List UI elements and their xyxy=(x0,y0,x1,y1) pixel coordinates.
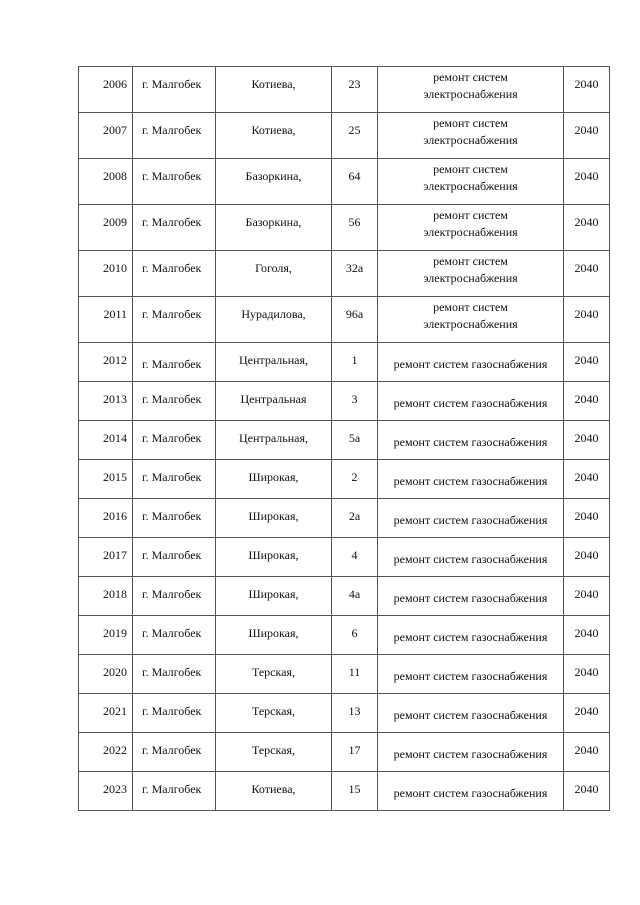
house-number-cell-text: 56 xyxy=(348,215,361,229)
street-cell-text: Гоголя, xyxy=(255,261,292,275)
table-row xyxy=(79,772,610,811)
table-row xyxy=(79,460,610,499)
row-number xyxy=(79,205,133,251)
house-number-cell-text: 64 xyxy=(348,169,361,183)
row-number xyxy=(79,251,133,297)
year-cell-text: 2040 xyxy=(574,353,599,367)
street-cell-text: Базоркина, xyxy=(245,215,302,229)
work-type-cell xyxy=(378,577,564,616)
year-cell xyxy=(564,538,610,577)
street-cell xyxy=(216,733,332,772)
house-number-cell xyxy=(332,616,378,655)
work-type-line: ремонт систем xyxy=(433,162,508,176)
year-cell xyxy=(564,159,610,205)
street-cell-text: Широкая, xyxy=(248,548,299,562)
house-number-cell xyxy=(332,421,378,460)
work-type-line: ремонт систем xyxy=(433,116,508,130)
row-number-text: 2019 xyxy=(103,626,127,640)
house-number-cell xyxy=(332,67,378,113)
work-type-cell xyxy=(378,733,564,772)
year-cell xyxy=(564,67,610,113)
row-number xyxy=(79,113,133,159)
row-number-text: 2006 xyxy=(103,77,127,91)
row-number-text: 2016 xyxy=(103,509,127,523)
street-cell xyxy=(216,113,332,159)
street-cell-text: Котиева, xyxy=(251,782,296,796)
street-cell xyxy=(216,421,332,460)
city-cell xyxy=(133,499,216,538)
street-cell-text: Центральная xyxy=(240,392,307,406)
work-type-cell xyxy=(378,159,564,205)
house-number-cell xyxy=(332,382,378,421)
city-cell-text: г. Малгобек xyxy=(142,665,202,679)
row-number-text: 2023 xyxy=(103,782,127,796)
row-number xyxy=(79,297,133,343)
city-cell-text: г. Малгобек xyxy=(142,261,202,275)
work-type-text xyxy=(378,113,563,149)
row-number xyxy=(79,694,133,733)
year-cell-text: 2040 xyxy=(574,704,599,718)
row-number xyxy=(79,772,133,811)
work-type-text xyxy=(378,297,563,333)
street-cell-text: Базоркина, xyxy=(245,169,302,183)
street-cell-text: Широкая, xyxy=(248,470,299,484)
table-row xyxy=(79,616,610,655)
work-type-text xyxy=(378,159,563,195)
city-cell xyxy=(133,772,216,811)
table-row xyxy=(79,382,610,421)
row-number-text: 2020 xyxy=(103,665,127,679)
city-cell xyxy=(133,205,216,251)
work-type-line: ремонт систем газоснабжения xyxy=(393,435,548,449)
year-cell-text: 2040 xyxy=(574,169,599,183)
city-cell xyxy=(133,616,216,655)
work-type-text xyxy=(378,694,563,724)
city-cell-text: г. Малгобек xyxy=(142,548,202,562)
work-type-cell xyxy=(378,772,564,811)
house-number-cell-text: 6 xyxy=(351,626,358,640)
table-row xyxy=(79,297,610,343)
city-cell xyxy=(133,382,216,421)
work-type-line: ремонт систем xyxy=(433,254,508,268)
year-cell xyxy=(564,251,610,297)
work-type-cell xyxy=(378,343,564,382)
house-number-cell xyxy=(332,655,378,694)
street-cell xyxy=(216,297,332,343)
work-type-cell xyxy=(378,655,564,694)
work-type-line: ремонт систем газоснабжения xyxy=(393,513,548,527)
city-cell-text: г. Малгобек xyxy=(142,743,202,757)
city-cell-text: г. Малгобек xyxy=(142,77,202,91)
house-number-cell-text: 96а xyxy=(345,307,364,321)
house-number-cell-text: 11 xyxy=(348,665,361,679)
work-type-cell xyxy=(378,460,564,499)
city-cell-text: г. Малгобек xyxy=(142,431,202,445)
house-number-cell-text: 15 xyxy=(348,782,361,796)
row-number-text: 2015 xyxy=(103,470,127,484)
work-type-text xyxy=(378,382,563,412)
house-number-cell-text: 23 xyxy=(348,77,361,91)
house-number-cell xyxy=(332,538,378,577)
year-cell-text: 2040 xyxy=(574,626,599,640)
table-row xyxy=(79,694,610,733)
street-cell xyxy=(216,205,332,251)
work-type-text xyxy=(378,733,563,763)
street-cell-text: Широкая, xyxy=(248,587,299,601)
house-number-cell-text: 17 xyxy=(348,743,361,757)
house-number-cell xyxy=(332,297,378,343)
street-cell xyxy=(216,538,332,577)
house-number-cell-text: 25 xyxy=(348,123,361,137)
year-cell-text: 2040 xyxy=(574,215,599,229)
work-type-text xyxy=(378,655,563,685)
year-cell-text: 2040 xyxy=(574,548,599,562)
street-cell-text: Нурадилова, xyxy=(241,307,306,321)
row-number-text: 2007 xyxy=(103,123,127,137)
work-type-line: электроснабжения xyxy=(423,271,518,285)
work-type-line: электроснабжения xyxy=(423,225,518,239)
table-row xyxy=(79,733,610,772)
city-cell-text: г. Малгобек xyxy=(142,782,202,796)
house-number-cell-text: 32а xyxy=(345,261,364,275)
work-type-text xyxy=(378,499,563,529)
year-cell xyxy=(564,733,610,772)
house-number-cell xyxy=(332,577,378,616)
work-type-line: ремонт систем xyxy=(433,300,508,314)
work-type-line: ремонт систем газоснабжения xyxy=(393,630,548,644)
year-cell-text: 2040 xyxy=(574,261,599,275)
work-type-text xyxy=(378,460,563,490)
year-cell-text: 2040 xyxy=(574,392,599,406)
house-number-cell-text: 4а xyxy=(348,587,361,601)
work-type-text xyxy=(378,67,563,103)
work-type-cell xyxy=(378,205,564,251)
row-number xyxy=(79,343,133,382)
work-type-line: ремонт систем газоснабжения xyxy=(393,669,548,683)
work-type-cell xyxy=(378,382,564,421)
house-number-cell-text: 4 xyxy=(351,548,358,562)
table-row xyxy=(79,655,610,694)
row-number xyxy=(79,733,133,772)
year-cell xyxy=(564,113,610,159)
street-cell xyxy=(216,577,332,616)
row-number xyxy=(79,67,133,113)
house-number-cell xyxy=(332,113,378,159)
year-cell xyxy=(564,297,610,343)
work-type-line: ремонт систем газоснабжения xyxy=(393,786,548,800)
repair-schedule-table xyxy=(78,66,610,811)
work-type-line: ремонт систем газоснабжения xyxy=(393,708,548,722)
work-type-line: электроснабжения xyxy=(423,179,518,193)
row-number-text: 2013 xyxy=(103,392,127,406)
table-row xyxy=(79,577,610,616)
city-cell xyxy=(133,577,216,616)
work-type-text xyxy=(378,205,563,241)
work-type-cell xyxy=(378,251,564,297)
row-number-text: 2017 xyxy=(103,548,127,562)
city-cell-text: г. Малгобек xyxy=(142,357,202,371)
street-cell xyxy=(216,343,332,382)
work-type-text xyxy=(378,616,563,646)
house-number-cell-text: 2 xyxy=(351,470,358,484)
city-cell-text: г. Малгобек xyxy=(142,509,202,523)
table-row xyxy=(79,159,610,205)
work-type-cell xyxy=(378,694,564,733)
year-cell xyxy=(564,205,610,251)
city-cell-text: г. Малгобек xyxy=(142,215,202,229)
year-cell-text: 2040 xyxy=(574,77,599,91)
street-cell-text: Центральная, xyxy=(239,431,308,445)
row-number-text: 2011 xyxy=(103,307,127,321)
row-number xyxy=(79,499,133,538)
street-cell-text: Терская, xyxy=(251,704,296,718)
work-type-line: электроснабжения xyxy=(423,317,518,331)
year-cell xyxy=(564,694,610,733)
year-cell-text: 2040 xyxy=(574,470,599,484)
house-number-cell xyxy=(332,694,378,733)
city-cell xyxy=(133,421,216,460)
work-type-cell xyxy=(378,67,564,113)
row-number xyxy=(79,460,133,499)
work-type-text xyxy=(378,251,563,287)
row-number-text: 2009 xyxy=(103,215,127,229)
work-type-text xyxy=(378,421,563,451)
year-cell xyxy=(564,577,610,616)
street-cell xyxy=(216,460,332,499)
table-row xyxy=(79,538,610,577)
city-cell-text: г. Малгобек xyxy=(142,392,202,406)
year-cell-text: 2040 xyxy=(574,587,599,601)
work-type-line: ремонт систем xyxy=(433,70,508,84)
table-body xyxy=(79,67,610,811)
year-cell xyxy=(564,616,610,655)
year-cell-text: 2040 xyxy=(574,782,599,796)
row-number-text: 2021 xyxy=(103,704,127,718)
city-cell-text: г. Малгобек xyxy=(142,470,202,484)
house-number-cell xyxy=(332,499,378,538)
street-cell xyxy=(216,159,332,205)
row-number-text: 2022 xyxy=(103,743,127,757)
street-cell xyxy=(216,616,332,655)
year-cell xyxy=(564,655,610,694)
table-row xyxy=(79,343,610,382)
work-type-cell xyxy=(378,538,564,577)
row-number xyxy=(79,577,133,616)
row-number-text: 2008 xyxy=(103,169,127,183)
city-cell xyxy=(133,251,216,297)
street-cell xyxy=(216,251,332,297)
work-type-cell xyxy=(378,616,564,655)
row-number xyxy=(79,538,133,577)
house-number-cell xyxy=(332,205,378,251)
work-type-line: ремонт систем xyxy=(433,208,508,222)
row-number xyxy=(79,382,133,421)
city-cell-text: г. Малгобек xyxy=(142,587,202,601)
work-type-cell xyxy=(378,421,564,460)
house-number-cell xyxy=(332,460,378,499)
work-type-text xyxy=(378,343,563,373)
year-cell-text: 2040 xyxy=(574,431,599,445)
city-cell-text: г. Малгобек xyxy=(142,169,202,183)
street-cell-text: Широкая, xyxy=(248,509,299,523)
city-cell xyxy=(133,655,216,694)
year-cell xyxy=(564,343,610,382)
year-cell-text: 2040 xyxy=(574,665,599,679)
city-cell xyxy=(133,343,216,382)
work-type-cell xyxy=(378,499,564,538)
work-type-cell xyxy=(378,113,564,159)
year-cell xyxy=(564,460,610,499)
street-cell xyxy=(216,694,332,733)
year-cell-text: 2040 xyxy=(574,123,599,137)
table-row xyxy=(79,499,610,538)
year-cell xyxy=(564,382,610,421)
street-cell-text: Терская, xyxy=(251,743,296,757)
city-cell-text: г. Малгобек xyxy=(142,123,202,137)
street-cell xyxy=(216,382,332,421)
year-cell-text: 2040 xyxy=(574,307,599,321)
house-number-cell xyxy=(332,772,378,811)
house-number-cell-text: 2а xyxy=(348,509,361,523)
year-cell-text: 2040 xyxy=(574,743,599,757)
street-cell-text: Терская, xyxy=(251,665,296,679)
work-type-text xyxy=(378,538,563,568)
street-cell-text: Котиева, xyxy=(251,123,296,137)
row-number-text: 2010 xyxy=(103,261,127,275)
work-type-cell xyxy=(378,297,564,343)
work-type-line: ремонт систем газоснабжения xyxy=(393,474,548,488)
row-number xyxy=(79,655,133,694)
city-cell xyxy=(133,733,216,772)
work-type-line: ремонт систем газоснабжения xyxy=(393,591,548,605)
table-row xyxy=(79,421,610,460)
city-cell xyxy=(133,113,216,159)
house-number-cell-text: 13 xyxy=(348,704,361,718)
city-cell xyxy=(133,297,216,343)
street-cell-text: Центральная, xyxy=(239,353,308,367)
work-type-line: ремонт систем газоснабжения xyxy=(393,357,548,371)
house-number-cell-text: 3 xyxy=(351,392,358,406)
house-number-cell xyxy=(332,159,378,205)
street-cell xyxy=(216,499,332,538)
house-number-cell-text: 1 xyxy=(351,353,358,367)
table-row xyxy=(79,251,610,297)
row-number xyxy=(79,421,133,460)
work-type-line: электроснабжения xyxy=(423,133,518,147)
year-cell xyxy=(564,499,610,538)
city-cell-text: г. Малгобек xyxy=(142,626,202,640)
row-number-text: 2018 xyxy=(103,587,127,601)
work-type-line: ремонт систем газоснабжения xyxy=(393,552,548,566)
row-number-text: 2014 xyxy=(103,431,127,445)
house-number-cell xyxy=(332,733,378,772)
row-number-text: 2012 xyxy=(103,353,127,367)
table-row xyxy=(79,67,610,113)
house-number-cell-text: 5а xyxy=(348,431,361,445)
city-cell-text: г. Малгобек xyxy=(142,307,202,321)
work-type-line: электроснабжения xyxy=(423,87,518,101)
work-type-text xyxy=(378,772,563,802)
year-cell xyxy=(564,421,610,460)
street-cell-text: Котиева, xyxy=(251,77,296,91)
work-type-line: ремонт систем газоснабжения xyxy=(393,396,548,410)
city-cell xyxy=(133,460,216,499)
street-cell xyxy=(216,655,332,694)
city-cell xyxy=(133,538,216,577)
house-number-cell xyxy=(332,251,378,297)
city-cell xyxy=(133,159,216,205)
year-cell xyxy=(564,772,610,811)
year-cell-text: 2040 xyxy=(574,509,599,523)
street-cell xyxy=(216,772,332,811)
row-number xyxy=(79,616,133,655)
table-row xyxy=(79,205,610,251)
table-row xyxy=(79,113,610,159)
work-type-text xyxy=(378,577,563,607)
city-cell-text: г. Малгобек xyxy=(142,704,202,718)
street-cell xyxy=(216,67,332,113)
city-cell xyxy=(133,67,216,113)
street-cell-text: Широкая, xyxy=(248,626,299,640)
city-cell xyxy=(133,694,216,733)
work-type-line: ремонт систем газоснабжения xyxy=(393,747,548,761)
row-number xyxy=(79,159,133,205)
house-number-cell xyxy=(332,343,378,382)
